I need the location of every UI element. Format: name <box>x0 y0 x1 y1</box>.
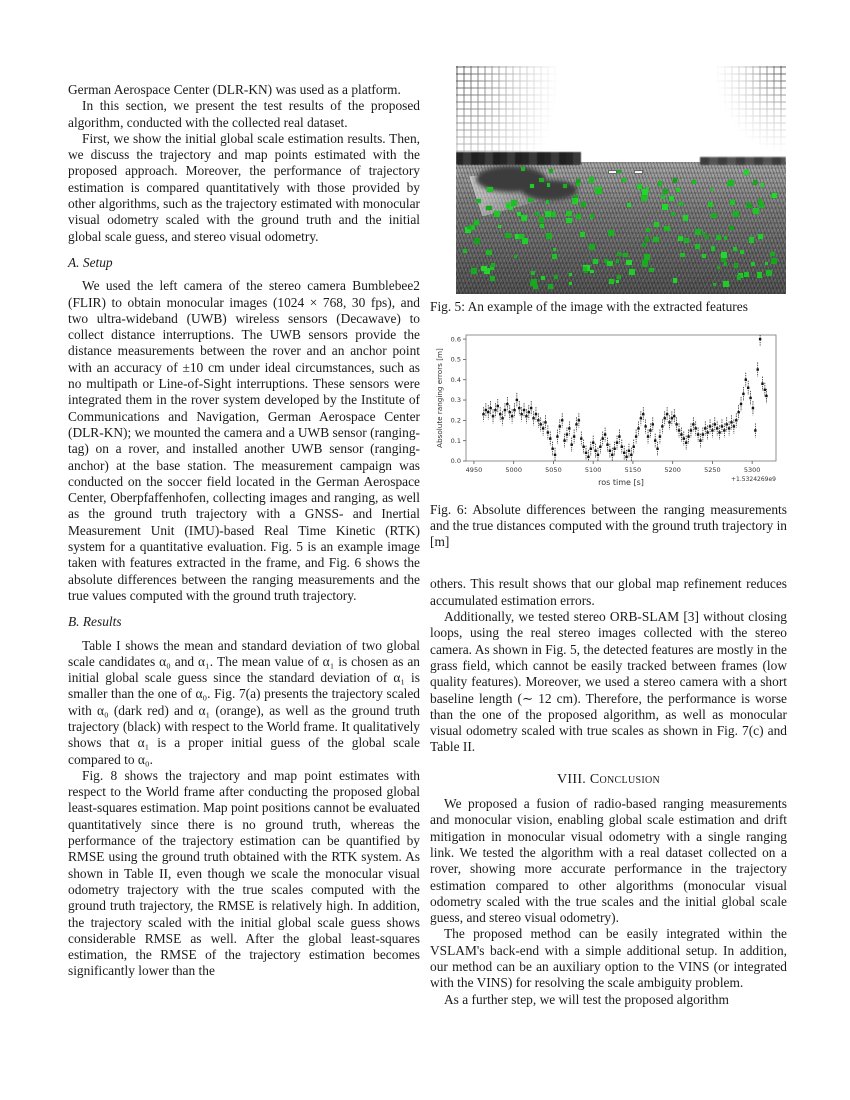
extracted-feature-marker <box>509 206 513 210</box>
extracted-feature-marker <box>753 180 758 185</box>
extracted-feature-marker <box>641 195 647 201</box>
extracted-feature-marker <box>642 189 647 194</box>
extracted-feature-marker <box>730 200 735 205</box>
extracted-feature-marker <box>540 224 544 228</box>
extracted-feature-marker <box>626 260 632 266</box>
extracted-feature-marker <box>486 250 491 255</box>
extracted-feature-marker <box>476 199 480 203</box>
extracted-feature-marker <box>728 180 734 186</box>
paragraph-others: others. This result shows that our global map refinement reduces accumulated estimation errors. <box>430 576 787 608</box>
extracted-feature-marker <box>671 212 675 216</box>
extracted-feature-marker <box>608 230 614 236</box>
extracted-feature-marker <box>522 238 527 243</box>
extracted-feature-marker <box>553 248 556 251</box>
extracted-feature-marker <box>471 268 477 274</box>
extracted-feature-marker <box>716 235 721 240</box>
extracted-feature-marker <box>627 203 631 207</box>
paragraph-setup: We used the left camera of the stereo camera Bumblebee2 (FLIR) to obtain monocular images (1024 × 768, 30 fps), and two ultra-wideband (UWB) wireless sensors (Decawave) to collect distance interruptions. The UWB sensors provide the distance measurements between the rover and an anchor point with an accuracy of ±10 cm under ideal circumstances, such as no multipath or Line-of-Sight interruptions. These sensors were integrated them in the rover system developed by the Institute of Communications and Navigation, German Aerospace Center (DLR-KN); we mounted the camera and a UWB sensor (ranging-tag) on a rover, and installed another UWB sensor (ranging-anchor) at the base station. The measurement campaign was conducted on the soccer field located in the German Aerospace Center, Oberpfaffenhofen, collecting images and ranging, as well as the ground truth trajectory with a GNSS- and Inertial Measurement Unit (IMU)-based Real Time Kinetic (RTK) system for a quantitative evaluation. Fig. 5 is an example image taken with features extracted in the frame, and Fig. 6 shows the absolute differences between the ranging measurements and the true values computed with the ground truth trajectory. <box>68 278 420 603</box>
extracted-feature-marker <box>751 262 755 266</box>
extracted-feature-marker <box>673 278 677 282</box>
extracted-feature-marker <box>758 234 763 239</box>
subsection-heading-setup: A. Setup <box>68 254 113 270</box>
extracted-feature-marker <box>705 235 709 239</box>
extracted-feature-marker <box>531 271 536 276</box>
extracted-feature-marker <box>734 263 738 267</box>
extracted-feature-marker <box>576 183 580 187</box>
extracted-feature-marker <box>711 213 716 218</box>
extracted-feature-marker <box>554 275 558 279</box>
extracted-feature-marker <box>539 217 545 223</box>
extracted-feature-marker <box>765 262 768 265</box>
extracted-feature-marker <box>519 234 524 239</box>
figure6-caption: Fig. 6: Absolute differences between the ranging measurements and the true distances computed with the ground truth trajectory in [m] <box>430 501 787 550</box>
extracted-feature-marker <box>669 196 674 201</box>
extracted-feature-marker <box>498 225 501 228</box>
extracted-feature-marker <box>721 252 727 258</box>
extracted-feature-marker <box>673 178 677 182</box>
extracted-feature-marker <box>595 187 601 193</box>
extracted-feature-marker <box>662 204 668 210</box>
goalpost <box>634 170 643 174</box>
svg-text:0.4: 0.4 <box>450 376 461 385</box>
extracted-feature-marker <box>616 259 619 262</box>
extracted-feature-marker <box>761 183 764 186</box>
svg-text:5000: 5000 <box>505 466 522 475</box>
extracted-feature-marker <box>589 244 595 250</box>
extracted-feature-marker <box>609 279 613 283</box>
paragraph-intro: In this section, we present the test results of the proposed algorithm, conducted with the collected real dataset. <box>68 98 420 130</box>
paragraph-stereo-orbslam: Additionally, we tested stereo ORB-SLAM [3] without closing loops, using the real stereo images collected with the stereo camera. As shown in Fig. 5, the detected features are mostly in the grass field, which cannot be easily tracked between frames (low quality features). Moreover, we used a stereo camera with a short baseline length (∼ 12 cm). Therefore, the performance is worse than the one of the proposed algorithm, as well as monocular visual odometry scaled with true scales as shown in Fig. 7(c) and Table II. <box>430 609 787 755</box>
extracted-feature-marker <box>645 237 649 241</box>
extracted-feature-marker <box>490 276 495 281</box>
extracted-feature-marker <box>676 188 680 192</box>
extracted-feature-marker <box>680 253 685 258</box>
svg-text:0.6: 0.6 <box>450 335 461 344</box>
extracted-feature-marker <box>753 208 759 214</box>
svg-text:5050: 5050 <box>545 466 562 475</box>
svg-text:5150: 5150 <box>624 466 642 475</box>
extracted-feature-marker <box>692 180 695 183</box>
figure5-caption: Fig. 5: An example of the image with the extracted features <box>430 299 748 314</box>
extracted-feature-marker <box>521 167 525 171</box>
extracted-feature-marker <box>744 170 749 175</box>
extracted-feature-marker <box>474 220 479 225</box>
extracted-feature-marker <box>771 258 777 264</box>
paragraph-results-2: Fig. 8 shows the trajectory and map point estimates with respect to the World frame after conducting the proposed global least-squares estimation. Map point positions cannot be evaluated quantitatively since there is no ground truth, whereas the performance of the trajectory estimation can be quantified by RMSE using the ground truth obtained with the RTK system. As shown in Table II, even though we scale the monocular visual odometry trajectory with the true scales computed with the ground truth trajectory, the RMSE is relatively high. In addition, the trajectory scaled with the initial global scale guess shows considerable RMSE as well. After the global least-squares estimation, the RMSE of the trajectory estimation becomes significantly lower than the <box>68 767 420 979</box>
extracted-feature-marker <box>658 181 663 186</box>
extracted-feature-marker <box>547 183 550 186</box>
extracted-feature-marker <box>770 252 774 256</box>
extracted-feature-marker <box>661 195 665 199</box>
extracted-feature-marker <box>642 243 646 247</box>
extracted-feature-marker <box>572 198 575 201</box>
extracted-feature-marker <box>487 187 493 193</box>
extracted-feature-marker <box>552 254 557 259</box>
extracted-feature-marker <box>528 198 533 203</box>
extracted-feature-marker <box>546 233 552 239</box>
extracted-feature-marker <box>617 252 621 256</box>
subsection-heading-results: B. Results <box>68 614 122 630</box>
extracted-feature-marker <box>702 254 706 258</box>
svg-text:5300: 5300 <box>743 466 761 475</box>
treeline-left <box>456 152 581 165</box>
extracted-feature-marker <box>593 259 598 264</box>
svg-text:5100: 5100 <box>584 466 602 475</box>
extracted-feature-marker <box>545 211 551 217</box>
section-heading-conclusion: VIII. Conclusion <box>556 771 660 787</box>
extracted-feature-marker <box>569 273 572 276</box>
extracted-feature-marker <box>589 177 594 182</box>
extracted-feature-marker <box>772 193 777 198</box>
figure5-image <box>456 66 786 294</box>
extracted-feature-marker <box>535 212 539 216</box>
extracted-feature-marker <box>733 247 737 251</box>
svg-text:+1.5324269e9: +1.5324269e9 <box>731 476 776 484</box>
extracted-feature-marker <box>491 263 495 267</box>
paragraph-continued: German Aerospace Center (DLR-KN) was used as a platform. <box>68 82 401 97</box>
extracted-feature-marker <box>654 222 659 227</box>
extracted-feature-marker <box>713 283 716 286</box>
extracted-feature-marker <box>474 238 480 244</box>
extracted-feature-marker <box>737 275 741 279</box>
extracted-feature-marker <box>646 228 650 232</box>
ranging-errors-plot <box>434 327 784 491</box>
extracted-feature-marker <box>566 211 572 217</box>
extracted-feature-marker <box>463 249 467 253</box>
svg-text:4950: 4950 <box>465 466 483 475</box>
extracted-feature-marker <box>623 253 628 258</box>
extracted-feature-marker <box>581 202 586 207</box>
extracted-feature-marker <box>546 200 550 204</box>
extracted-feature-marker <box>637 184 642 189</box>
extracted-feature-marker <box>744 272 749 277</box>
extracted-feature-marker <box>766 270 772 276</box>
extracted-feature-marker <box>551 212 556 217</box>
svg-text:ros time [s]: ros time [s] <box>598 478 644 488</box>
extracted-feature-marker <box>607 261 613 267</box>
extracted-feature-marker <box>616 280 619 283</box>
extracted-feature-marker <box>591 214 595 218</box>
extracted-feature-marker <box>649 268 654 273</box>
svg-text:0.5: 0.5 <box>450 355 461 364</box>
extracted-feature-marker <box>663 189 668 194</box>
extracted-feature-marker <box>541 276 545 280</box>
paragraph-overview: First, we show the initial global scale estimation results. Then, we discuss the trajectory and map points estimated with the proposed approach. Moreover, the performance of trajectory estimation is compared quantitatively with those provided by other algorithms, such as the trajectory estimated with monocular visual odometry scaled with the ground truth and the initial global scale guess, and stereo visual odometry. <box>68 130 420 244</box>
treeline-right <box>700 157 786 165</box>
figure6-chart <box>434 327 787 495</box>
extracted-feature-marker <box>759 202 764 207</box>
extracted-feature-marker <box>717 266 720 269</box>
goalpost <box>608 170 617 174</box>
extracted-feature-marker <box>664 226 670 232</box>
extracted-feature-marker <box>470 225 475 230</box>
svg-text:5250: 5250 <box>704 466 721 475</box>
extracted-feature-marker <box>548 284 553 289</box>
extracted-feature-marker <box>580 232 585 237</box>
extracted-feature-marker <box>566 218 572 224</box>
extracted-feature-marker <box>678 236 683 241</box>
extracted-feature-marker <box>486 206 490 210</box>
extracted-feature-marker <box>590 270 594 274</box>
extracted-feature-marker <box>576 179 580 183</box>
extracted-feature-marker <box>583 267 588 272</box>
extracted-feature-marker <box>708 202 713 207</box>
extracted-feature-marker <box>569 282 572 285</box>
paragraph-results-1: Table I shows the mean and standard deviation of two global scale candidates α₀ and α₁. The mean value of α₁ is chosen as an initial global scale guess since the standard deviation of α₁ is smaller than the one of α₀. Fig. 7(a) presents the trajectory scaled with α₀ (dark red) and α₁ (orange), as well as the ground truth trajectory (black) with respect to the World frame. It qualitatively shows that α₁ is a proper initial guess of the global scale compared to α₀. <box>68 637 420 767</box>
extracted-feature-marker <box>711 246 715 250</box>
paragraph-conclusion-2: The proposed method can be easily integrated within the VSLAM's back-end with a simple additional setup. In addition, our method can be an auxiliary option to the VINS (or integrated with the VINS) for resolving the scale ambiguity problem. <box>430 926 787 991</box>
extracted-feature-marker <box>746 203 751 208</box>
extracted-feature-marker <box>733 211 739 217</box>
svg-text:Absolute ranging errors [m]: Absolute ranging errors [m] <box>435 348 444 449</box>
svg-text:0.0: 0.0 <box>450 457 461 466</box>
extracted-feature-marker <box>695 229 701 235</box>
extracted-feature-marker <box>757 272 762 277</box>
extracted-feature-marker <box>505 233 510 238</box>
extracted-feature-marker <box>643 264 647 268</box>
extracted-feature-marker <box>629 269 635 275</box>
extracted-feature-marker <box>517 212 521 216</box>
extracted-feature-marker <box>653 237 658 242</box>
extracted-feature-marker <box>702 232 705 235</box>
extracted-feature-marker <box>723 281 729 287</box>
extracted-feature-marker <box>695 244 700 249</box>
extracted-feature-marker <box>740 250 744 254</box>
extracted-feature-marker <box>729 226 733 230</box>
extracted-feature-marker <box>679 202 684 207</box>
extracted-feature-marker <box>617 170 621 174</box>
paragraph-conclusion-1: We proposed a fusion of radio-based ranging measurements and monocular vision, enabling global scale estimation and drift mitigation in monocular visual odometry with a single ranging link. We tested the algorithm with a real dataset collected on a rover, showing more accurate performance in the trajectory estimation compared to other algorithms (monocular visual odometry scaled with the true scales and the initial global scale guess, and stereo visual odometry). <box>430 796 787 926</box>
extracted-feature-marker <box>549 169 552 172</box>
svg-text:0.2: 0.2 <box>450 416 461 425</box>
extracted-feature-marker <box>617 275 621 279</box>
extracted-feature-marker <box>576 214 581 219</box>
extracted-feature-marker <box>521 215 527 221</box>
svg-text:0.3: 0.3 <box>450 396 461 405</box>
extracted-feature-marker <box>710 188 713 191</box>
extracted-feature-marker <box>539 178 543 182</box>
extracted-feature-marker <box>494 211 500 217</box>
extracted-feature-marker <box>724 236 728 240</box>
left-column <box>68 82 420 980</box>
extracted-feature-marker <box>683 215 689 221</box>
extracted-feature-marker <box>684 238 689 243</box>
extracted-feature-marker <box>533 285 538 290</box>
extracted-feature-marker <box>467 226 470 229</box>
paragraph-conclusion-3: As a further step, we will test the proposed algorithm <box>444 991 729 1007</box>
extracted-feature-marker <box>563 184 567 188</box>
right-column <box>430 66 787 1008</box>
extracted-feature-marker <box>644 254 650 260</box>
svg-text:5200: 5200 <box>664 466 681 475</box>
extracted-feature-marker <box>530 184 534 188</box>
extracted-feature-marker <box>749 237 754 242</box>
extracted-feature-marker <box>514 255 518 259</box>
extracted-feature-marker <box>724 262 728 266</box>
svg-text:0.1: 0.1 <box>450 437 461 446</box>
extracted-feature-marker <box>481 266 487 272</box>
extracted-feature-marker <box>622 178 626 182</box>
